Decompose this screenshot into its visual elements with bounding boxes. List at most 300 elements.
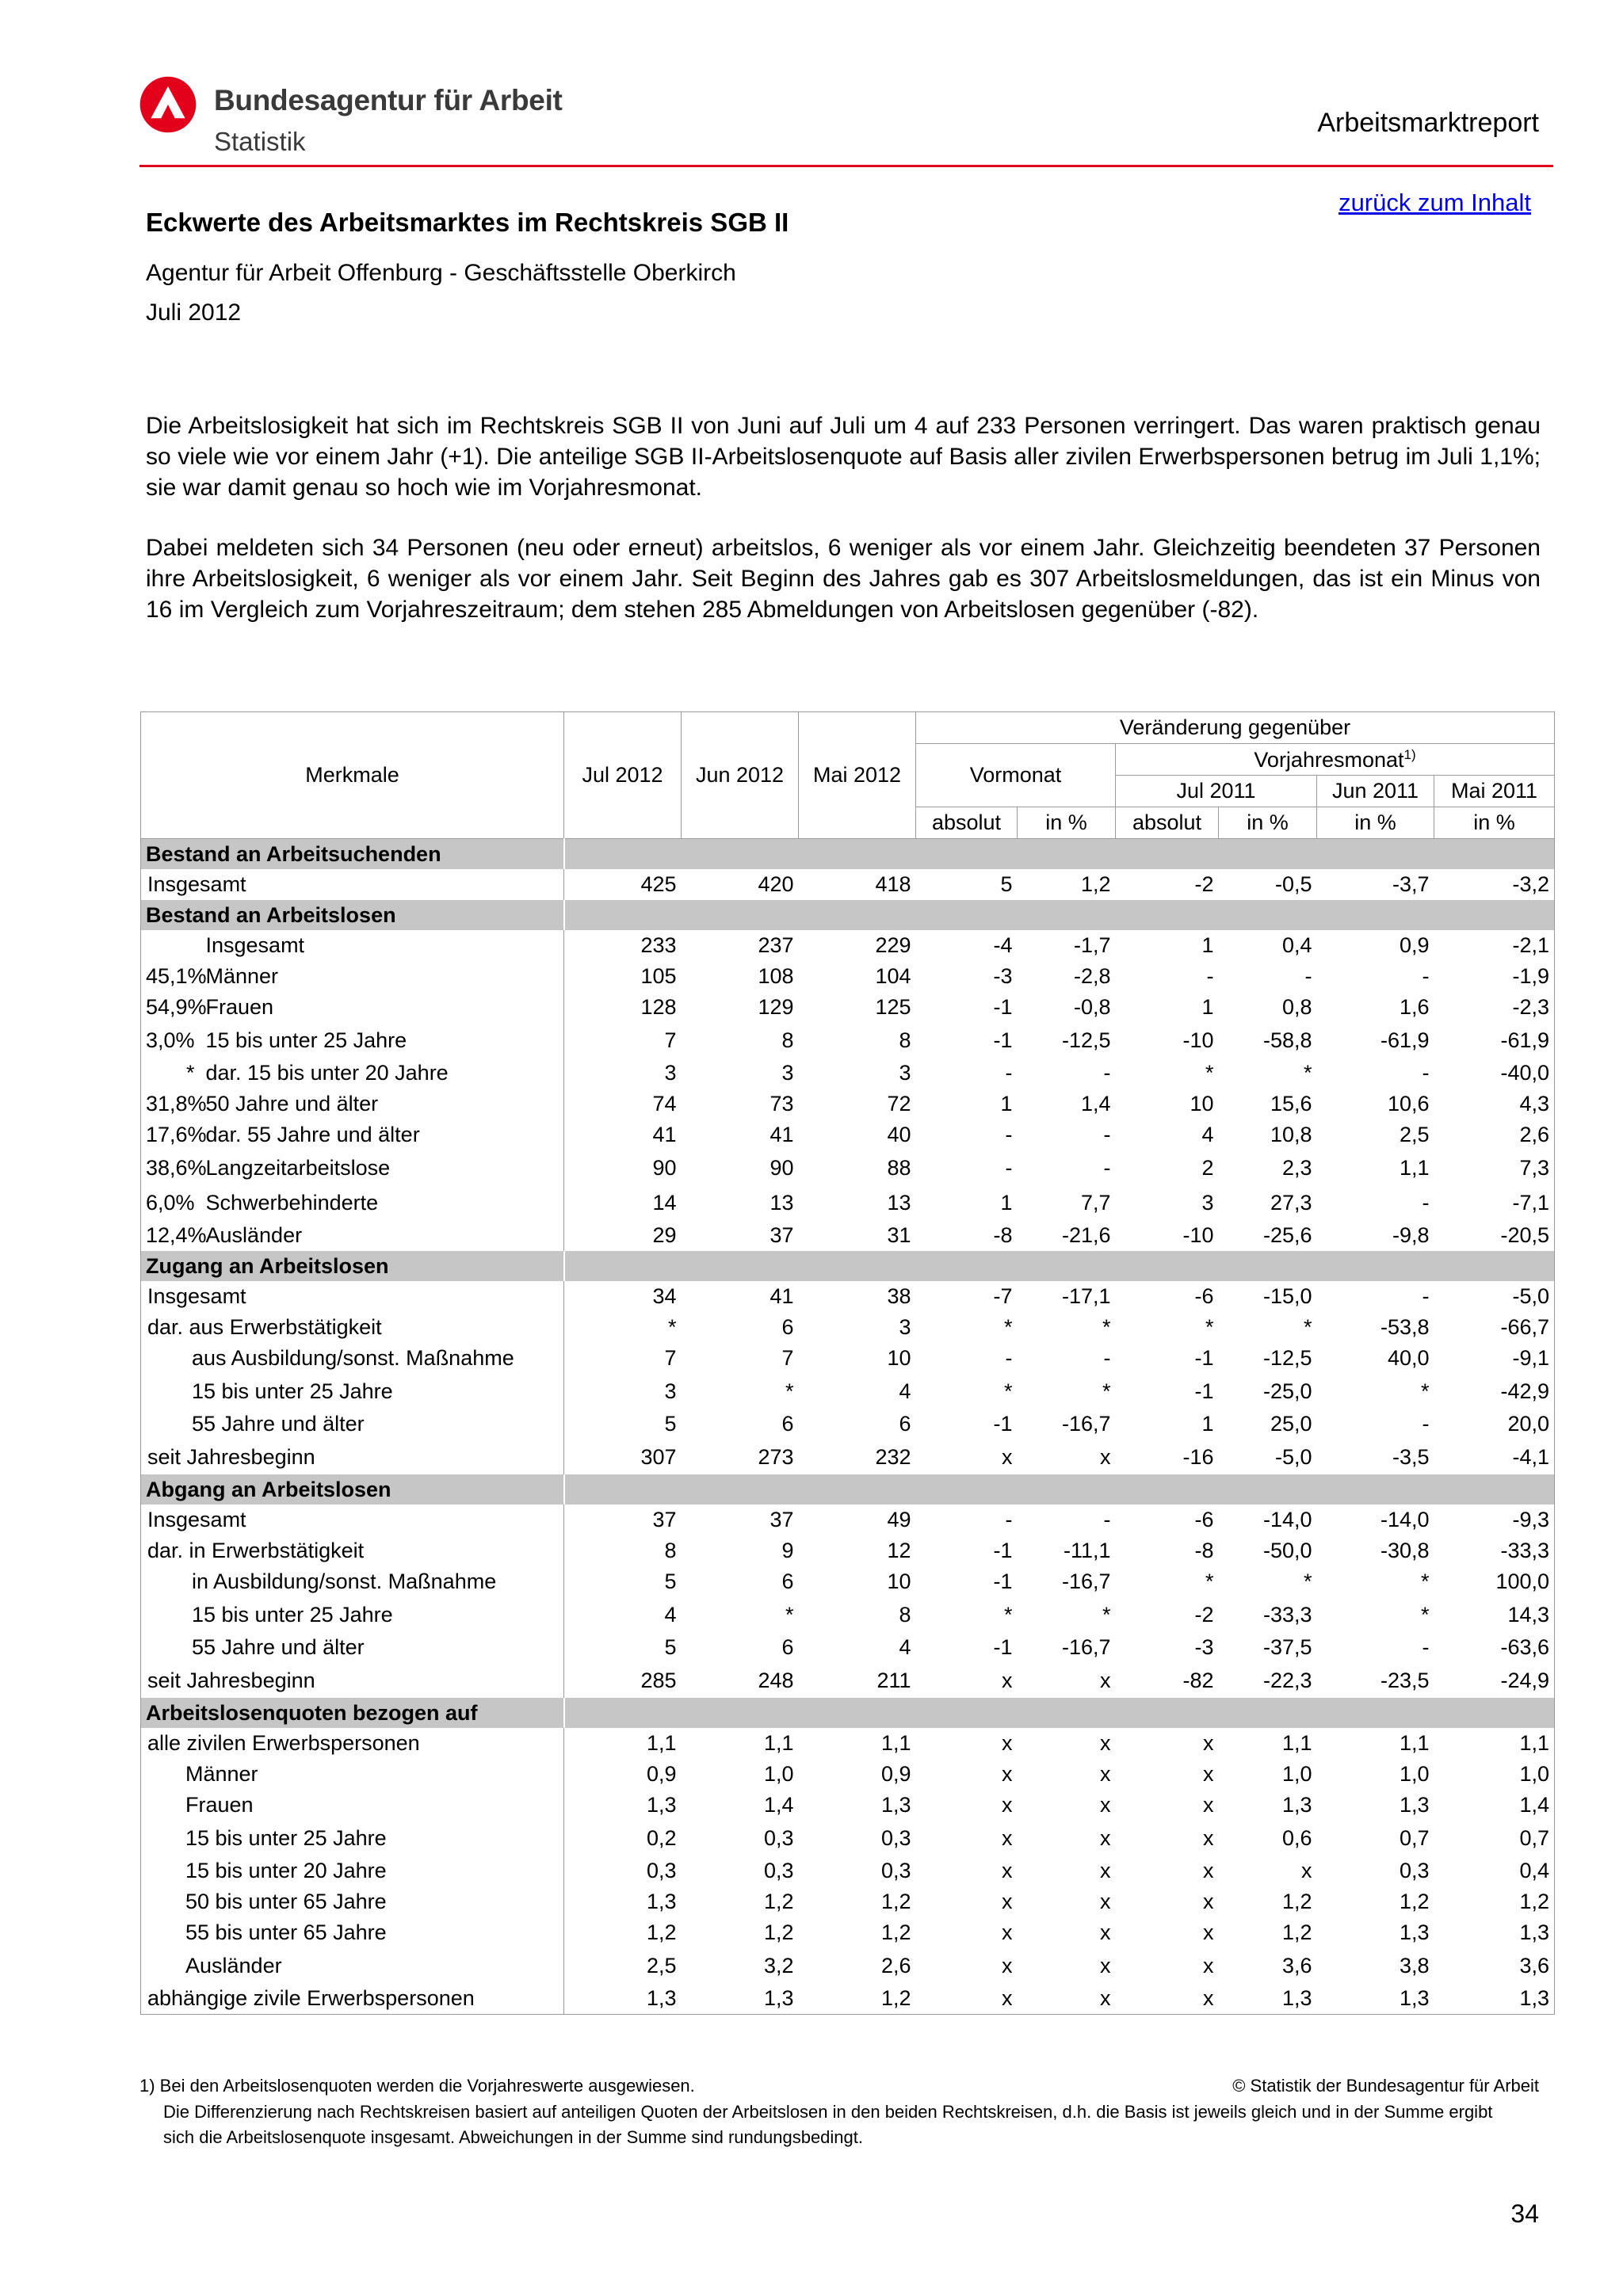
value-cell: 1,3	[1434, 1917, 1555, 1948]
value-cell: 10	[887, 1569, 911, 1593]
share-cell: *	[141, 1058, 200, 1089]
summary-paragraph-2: Dabei meldeten sich 34 Personen (neu oder erneut) arbeitslos, 6 weniger als vor einem Jahr. Gleichzeitig beendeten 37 Personen ihre Arbeitslosigkeit, 6 weniger als vor einem Jahr. Seit Beginn des Jahres gab es 307 Arbeitslosmeldungen, das ist ein Minus von 16 im Vergleich zum Vorjahreszeitraum; dem stehen 285 Abmeldungen von Arbeitslosen gegenüber (-82).	[146, 535, 1541, 623]
value-cell: x	[1018, 1983, 1116, 2015]
back-to-contents-link[interactable]: zurück zum Inhalt	[1338, 189, 1531, 216]
value-cell: x	[1002, 1920, 1013, 1944]
value-cell: 1,1	[564, 1728, 682, 1759]
value-cell: 8	[564, 1535, 682, 1566]
value-cell: 3	[781, 1061, 794, 1085]
table-row	[141, 1185, 1555, 1220]
header-in-pct: in %	[1434, 807, 1555, 839]
value-cell: *	[1003, 1379, 1013, 1403]
row-label: 55 Jahre und älter	[141, 1409, 564, 1440]
value-cell: -22,3	[1262, 1668, 1312, 1692]
header-vorjahresmonat: Vorjahresmonat$^{1)}$	[1116, 744, 1555, 776]
value-cell: 4	[1201, 1123, 1214, 1146]
value-cell: -24,9	[1434, 1663, 1555, 1698]
value-cell: -8	[1194, 1539, 1214, 1562]
value-cell: x	[1100, 1762, 1111, 1786]
row-label: Insgesamt	[141, 1505, 564, 1535]
value-cell: -66,7	[1434, 1312, 1555, 1343]
value-cell: 1,1	[1281, 1731, 1312, 1755]
value-cell: 1,3	[880, 1793, 911, 1817]
value-cell: -2	[1194, 872, 1214, 896]
value-cell: 9	[781, 1539, 794, 1562]
value-cell: -	[1005, 1508, 1013, 1531]
value-cell: x	[1203, 1920, 1214, 1944]
section-row: Bestand an Arbeitsuchenden	[141, 839, 1555, 870]
value-cell: -12,5	[1262, 1346, 1312, 1370]
value-cell: -61,9	[1434, 1023, 1555, 1058]
table-row	[141, 1663, 1555, 1698]
table-row	[141, 1150, 1555, 1185]
value-cell: -16,7	[1061, 1569, 1111, 1593]
value-cell: 4	[899, 1379, 911, 1403]
value-cell: x	[1100, 1825, 1111, 1850]
page-number: 34	[1510, 2199, 1539, 2228]
table-row	[141, 1058, 1555, 1089]
header-in-pct: in %	[1219, 807, 1317, 839]
table-row	[141, 1312, 1555, 1343]
section-row: Arbeitslosenquoten bezogen auf	[141, 1698, 1555, 1728]
value-cell: 8	[899, 1602, 911, 1627]
value-cell: -7	[993, 1284, 1013, 1308]
row-label: 15 bis unter 25 Jahre	[141, 1374, 564, 1409]
value-cell: 72	[887, 1092, 911, 1116]
value-cell: -23,5	[1380, 1668, 1430, 1692]
value-cell: -	[1422, 964, 1430, 988]
value-cell: x	[1203, 1825, 1214, 1850]
value-cell: -	[1103, 1061, 1111, 1085]
value-cell: x	[1002, 1762, 1013, 1786]
value-cell: 74	[564, 1089, 682, 1119]
share-cell: 12,4%	[141, 1220, 200, 1251]
value-cell: -	[1304, 964, 1312, 988]
value-cell: -	[1422, 1412, 1430, 1436]
value-cell: 1,1	[1399, 1155, 1430, 1180]
share-cell: 3,0%	[141, 1023, 200, 1058]
value-cell: 10,6	[1387, 1092, 1430, 1116]
row-label: seit Jahresbeginn	[141, 1440, 564, 1474]
value-cell: x	[1100, 1668, 1111, 1692]
row-label: 15 bis unter 25 Jahre	[141, 1821, 564, 1855]
value-cell: 248	[758, 1668, 794, 1692]
value-cell: 233	[564, 930, 682, 961]
value-cell: -9,3	[1434, 1505, 1555, 1535]
value-cell: -	[1422, 1061, 1430, 1085]
value-cell: -16,7	[1061, 1635, 1111, 1659]
table-row	[141, 961, 1555, 992]
table-row	[141, 1886, 1555, 1917]
value-cell: *	[1102, 1602, 1111, 1627]
value-cell: -37,5	[1262, 1635, 1312, 1659]
value-cell: -1	[1194, 1379, 1214, 1403]
value-cell: 1,0	[1434, 1759, 1555, 1790]
value-cell: 1,2	[880, 1920, 911, 1944]
value-cell: 2,3	[1281, 1155, 1312, 1180]
row-label: seit Jahresbeginn	[141, 1663, 564, 1698]
value-cell: -3,2	[1434, 869, 1555, 900]
value-cell: 2,5	[1399, 1123, 1430, 1146]
value-cell: 6	[781, 1315, 794, 1339]
value-cell: -82	[1182, 1668, 1214, 1692]
value-cell: *	[1102, 1379, 1111, 1403]
value-cell: -42,9	[1434, 1374, 1555, 1409]
row-label: Ausländer	[205, 1223, 303, 1247]
value-cell: 0,4	[1434, 1855, 1555, 1886]
row-label: 50 bis unter 65 Jahre	[141, 1886, 564, 1917]
row-label: dar. aus Erwerbstätigkeit	[141, 1312, 564, 1343]
value-cell: 108	[758, 964, 794, 988]
row-label: Insgesamt	[141, 869, 564, 900]
value-cell: 10,8	[1270, 1123, 1312, 1146]
value-cell: 1,3	[1434, 1983, 1555, 2015]
value-cell: x	[1100, 1920, 1111, 1944]
value-cell: -5,0	[1274, 1444, 1312, 1469]
value-cell: *	[1420, 1602, 1430, 1627]
table-row	[141, 869, 1555, 900]
row-label: Männer	[205, 964, 279, 988]
value-cell: 0,9	[564, 1759, 682, 1790]
value-cell: 1,6	[1399, 995, 1430, 1019]
value-cell: 1,3	[1281, 1793, 1312, 1817]
value-cell: x	[916, 1983, 1018, 2015]
value-cell: -33,3	[1434, 1535, 1555, 1566]
row-label: Ausländer	[141, 1948, 564, 1983]
value-cell: *	[1420, 1569, 1430, 1593]
row-label: dar. 15 bis unter 20 Jahre	[205, 1061, 449, 1085]
value-cell: x	[1203, 1890, 1214, 1913]
value-cell: 307	[564, 1440, 682, 1474]
header-merkmale: Merkmale	[141, 712, 564, 839]
share-cell: 38,6%	[141, 1150, 200, 1185]
value-cell: -30,8	[1380, 1539, 1430, 1562]
value-cell: 0,3	[880, 1859, 911, 1882]
value-cell: 6	[781, 1569, 794, 1593]
value-cell: -	[1103, 1508, 1111, 1531]
value-cell: 6	[899, 1412, 911, 1436]
value-cell: 4,3	[1434, 1089, 1555, 1119]
value-cell: -	[1422, 1190, 1430, 1215]
value-cell: 0,7	[1399, 1825, 1430, 1850]
value-cell: 37	[564, 1505, 682, 1535]
table-row	[141, 1374, 1555, 1409]
value-cell: x	[1100, 1793, 1111, 1817]
value-cell: 1,2	[1399, 1890, 1430, 1913]
value-cell: 3,6	[1281, 1953, 1312, 1978]
value-cell: -6	[1194, 1508, 1214, 1531]
value-cell: 232	[875, 1444, 911, 1469]
value-cell: 40	[887, 1123, 911, 1146]
value-cell: 0,3	[763, 1825, 794, 1850]
value-cell: -1,9	[1434, 961, 1555, 992]
value-cell: 2,6	[880, 1953, 911, 1978]
value-cell: *	[785, 1602, 794, 1627]
value-cell: -1	[993, 1569, 1013, 1593]
share-cell	[141, 930, 200, 961]
value-cell: 0,2	[564, 1821, 682, 1855]
value-cell: 1,2	[1080, 872, 1111, 896]
value-cell: 2,6	[1434, 1119, 1555, 1150]
value-cell: -3	[1194, 1635, 1214, 1659]
value-cell: -	[1103, 1155, 1111, 1180]
value-cell: 10	[1190, 1092, 1214, 1116]
value-cell: 229	[875, 933, 911, 957]
value-cell: -14,0	[1380, 1508, 1430, 1531]
value-cell: 41	[769, 1123, 794, 1146]
value-cell: -25,6	[1262, 1223, 1312, 1247]
value-cell: 38	[887, 1284, 911, 1308]
row-label: Insgesamt	[205, 933, 305, 957]
value-cell: 6	[781, 1635, 794, 1659]
value-cell: x	[1002, 1859, 1013, 1882]
value-cell: *	[1003, 1602, 1013, 1627]
header-in-pct: in %	[1317, 807, 1434, 839]
value-cell: 10	[887, 1346, 911, 1370]
value-cell: -	[1005, 1061, 1013, 1085]
value-cell: -2,3	[1434, 992, 1555, 1023]
value-cell: *	[1003, 1315, 1013, 1339]
summary-paragraph-1: Die Arbeitslosigkeit hat sich im Rechtskreis SGB II von Juni auf Juli um 4 auf 233 Personen verringert. Das waren praktisch genau so viele wie vor einem Jahr (+1). Die anteilige SGB II-Arbeitslosenquote auf Basis aller zivilen Erwerbspersonen betrug im Juli 1,1%; sie war damit genau so hoch wie im Vorjahresmonat.	[146, 413, 1541, 501]
row-label: Schwerbehinderte	[205, 1190, 379, 1215]
table-row	[141, 1343, 1555, 1374]
report-label: Arbeitsmarktreport	[1317, 108, 1539, 138]
value-cell: -20,5	[1434, 1220, 1555, 1251]
value-cell: x	[1203, 1859, 1214, 1882]
value-cell: 125	[875, 995, 911, 1019]
value-cell: 90	[564, 1150, 682, 1185]
footnote-1: 1) Bei den Arbeitslosenquoten werden die Vorjahreswerte ausgewiesen.	[139, 2076, 695, 2096]
value-cell: -3,7	[1392, 872, 1430, 896]
value-cell: 0,8	[1281, 995, 1312, 1019]
value-cell: 128	[564, 992, 682, 1023]
page-title: Eckwerte des Arbeitsmarktes im Rechtskreis SGB II	[146, 208, 789, 237]
value-cell: -14,0	[1262, 1508, 1312, 1531]
value-cell: -61,9	[1380, 1028, 1430, 1052]
value-cell: 88	[887, 1155, 911, 1180]
value-cell: 14	[564, 1185, 682, 1220]
value-cell: -1	[1194, 1346, 1214, 1370]
value-cell: -1	[993, 1635, 1013, 1659]
value-cell: x	[1002, 1731, 1013, 1755]
value-cell: *	[1102, 1315, 1111, 1339]
value-cell: -3	[993, 964, 1013, 988]
value-cell: -	[1103, 1123, 1111, 1146]
header-jun-2011: Jun 2011	[1317, 776, 1434, 807]
value-cell: 1	[1000, 1092, 1013, 1116]
value-cell: x	[1100, 1444, 1111, 1469]
value-cell: 5	[564, 1566, 682, 1597]
bundesagentur-logo-icon	[139, 76, 197, 133]
value-cell: 420	[758, 872, 794, 896]
value-cell: *	[1303, 1569, 1312, 1593]
value-cell: -8	[993, 1223, 1013, 1247]
table-row	[141, 930, 1555, 961]
value-cell: x	[1116, 1983, 1219, 2015]
header-jun-2012: Jun 2012	[682, 712, 799, 839]
value-cell: 0,3	[763, 1859, 794, 1882]
row-label: 15 bis unter 25 Jahre	[205, 1028, 407, 1052]
value-cell: 3	[564, 1374, 682, 1409]
section-row: Abgang an Arbeitslosen	[141, 1474, 1555, 1505]
value-cell: -1	[993, 995, 1013, 1019]
value-cell: x	[1002, 1825, 1013, 1850]
value-cell: 27,3	[1270, 1190, 1312, 1215]
value-cell: 100,0	[1434, 1566, 1555, 1597]
value-cell: 34	[564, 1281, 682, 1312]
value-cell: 49	[887, 1508, 911, 1531]
value-cell: *	[564, 1312, 682, 1343]
value-cell: 8	[899, 1028, 911, 1052]
value-cell: -1	[993, 1412, 1013, 1436]
value-cell: -9,8	[1392, 1223, 1430, 1247]
row-label: 55 bis unter 65 Jahre	[141, 1917, 564, 1948]
value-cell: x	[1203, 1731, 1214, 1755]
value-cell: 25,0	[1270, 1412, 1312, 1436]
value-cell: -	[1005, 1123, 1013, 1146]
table-row	[141, 1505, 1555, 1535]
value-cell: *	[1303, 1315, 1312, 1339]
value-cell: -	[1206, 964, 1214, 988]
value-cell: 1,3	[564, 1790, 682, 1821]
value-cell: 0,7	[1434, 1821, 1555, 1855]
value-cell: 211	[876, 1668, 911, 1692]
row-label: abhängige zivile Erwerbspersonen	[141, 1983, 564, 2015]
value-cell: 1,2	[1281, 1890, 1312, 1913]
value-cell: 7,3	[1434, 1150, 1555, 1185]
footnote-2: Die Differenzierung nach Rechtskreisen basiert auf anteiligen Quoten der Arbeitslosen in den beiden Rechtskreisen, d.h. die Basis ist jeweils gleich und in der Summe ergibt sich die Arbeitslosenquote insgesamt. Abweichungen in der Summe sind rundungsbedingt.	[163, 2102, 1493, 2147]
header-jul-2012: Jul 2012	[564, 712, 682, 839]
value-cell: -	[1005, 1346, 1013, 1370]
row-label: dar. in Erwerbstätigkeit	[141, 1535, 564, 1566]
value-cell: 3	[564, 1058, 682, 1089]
share-cell: 45,1%	[141, 961, 200, 992]
row-label: Frauen	[205, 995, 274, 1019]
header-mai-2012: Mai 2012	[799, 712, 916, 839]
value-cell: -5,0	[1434, 1281, 1555, 1312]
table-row	[141, 1821, 1555, 1855]
table-row	[141, 1855, 1555, 1886]
value-cell: 1,2	[763, 1920, 794, 1944]
org-name: Bundesagentur für Arbeit	[214, 84, 563, 116]
value-cell: 7	[564, 1343, 682, 1374]
value-cell: 2,5	[564, 1948, 682, 1983]
value-cell: -10	[1182, 1223, 1214, 1247]
value-cell: 1,3	[1399, 1920, 1430, 1944]
table-row	[141, 1566, 1555, 1597]
value-cell: *	[1303, 1061, 1312, 1085]
value-cell: 0,3	[564, 1855, 682, 1886]
value-cell: 15,6	[1270, 1092, 1312, 1116]
value-cell: 13	[887, 1190, 911, 1215]
header-absolut: absolut	[1116, 807, 1219, 839]
value-cell: 1,2	[564, 1917, 682, 1948]
table-row	[141, 1409, 1555, 1440]
value-cell: 0,4	[1281, 933, 1312, 957]
table-row	[141, 1632, 1555, 1663]
value-cell: 0,6	[1281, 1825, 1312, 1850]
value-cell: x	[1301, 1859, 1312, 1882]
value-cell: *	[785, 1379, 794, 1403]
value-cell: 41	[769, 1284, 794, 1308]
table-row	[141, 1440, 1555, 1474]
value-cell: 37	[769, 1223, 794, 1247]
value-cell: -7,1	[1434, 1185, 1555, 1220]
value-cell: x	[1002, 1793, 1013, 1817]
value-cell: 7,7	[1080, 1190, 1111, 1215]
value-cell: -2	[1194, 1602, 1214, 1627]
row-label: 15 bis unter 20 Jahre	[141, 1855, 564, 1886]
value-cell: 20,0	[1434, 1409, 1555, 1440]
row-label: in Ausbildung/sonst. Maßnahme	[141, 1566, 564, 1597]
row-label: Frauen	[141, 1790, 564, 1821]
value-cell: -63,6	[1434, 1632, 1555, 1663]
value-cell: x	[1203, 1762, 1214, 1786]
report-period: Juli 2012	[146, 299, 242, 326]
agency-name: Agentur für Arbeit Offenburg - Geschäftsstelle Oberkirch	[146, 260, 736, 286]
value-cell: -40,0	[1434, 1058, 1555, 1089]
value-cell: 105	[564, 961, 682, 992]
value-cell: 7	[781, 1346, 794, 1370]
value-cell: -53,8	[1380, 1315, 1430, 1339]
value-cell: 425	[564, 869, 682, 900]
value-cell: -1,7	[1073, 933, 1111, 957]
value-cell: 1,3	[1317, 1983, 1434, 2015]
row-label: 15 bis unter 25 Jahre	[141, 1597, 564, 1632]
value-cell: 3,8	[1399, 1953, 1430, 1978]
table-row	[141, 1983, 1555, 2015]
value-cell: 1,3	[564, 1886, 682, 1917]
table-row	[141, 1023, 1555, 1058]
value-cell: x	[1002, 1668, 1013, 1692]
value-cell: -4,1	[1434, 1440, 1555, 1474]
value-cell: 273	[758, 1444, 794, 1469]
value-cell: x	[1100, 1890, 1111, 1913]
value-cell: *	[1420, 1379, 1430, 1403]
value-cell: 1,2	[799, 1983, 916, 2015]
value-cell: 0,3	[880, 1825, 911, 1850]
table-row	[141, 1790, 1555, 1821]
value-cell: 1,1	[1399, 1731, 1430, 1755]
table-row	[141, 1281, 1555, 1312]
header-rule	[139, 165, 1553, 167]
table-row	[141, 1759, 1555, 1790]
value-cell: 37	[769, 1508, 794, 1531]
table-row	[141, 1948, 1555, 1983]
value-cell: -25,0	[1262, 1379, 1312, 1403]
value-cell: 13	[769, 1190, 794, 1215]
value-cell: 1	[1000, 1190, 1013, 1215]
section-row: Bestand an Arbeitslosen	[141, 900, 1555, 930]
value-cell: 0,9	[1399, 933, 1430, 957]
value-cell: 1,3	[682, 1983, 799, 2015]
value-cell: 4	[564, 1597, 682, 1632]
value-cell: 1,3	[1399, 1793, 1430, 1817]
value-cell: 1,4	[763, 1793, 794, 1817]
row-label: 50 Jahre und älter	[205, 1092, 379, 1116]
value-cell: -	[1005, 1155, 1013, 1180]
value-cell: 1	[1201, 995, 1214, 1019]
value-cell: *	[1205, 1061, 1214, 1085]
row-label: 55 Jahre und älter	[141, 1632, 564, 1663]
labour-market-table	[140, 711, 1555, 2015]
value-cell: 1,4	[1080, 1092, 1111, 1116]
value-cell: 1	[1201, 933, 1214, 957]
value-cell: *	[1205, 1315, 1214, 1339]
value-cell: 1	[1201, 1412, 1214, 1436]
share-cell: 54,9%	[141, 992, 200, 1023]
value-cell: 1,0	[763, 1762, 794, 1786]
